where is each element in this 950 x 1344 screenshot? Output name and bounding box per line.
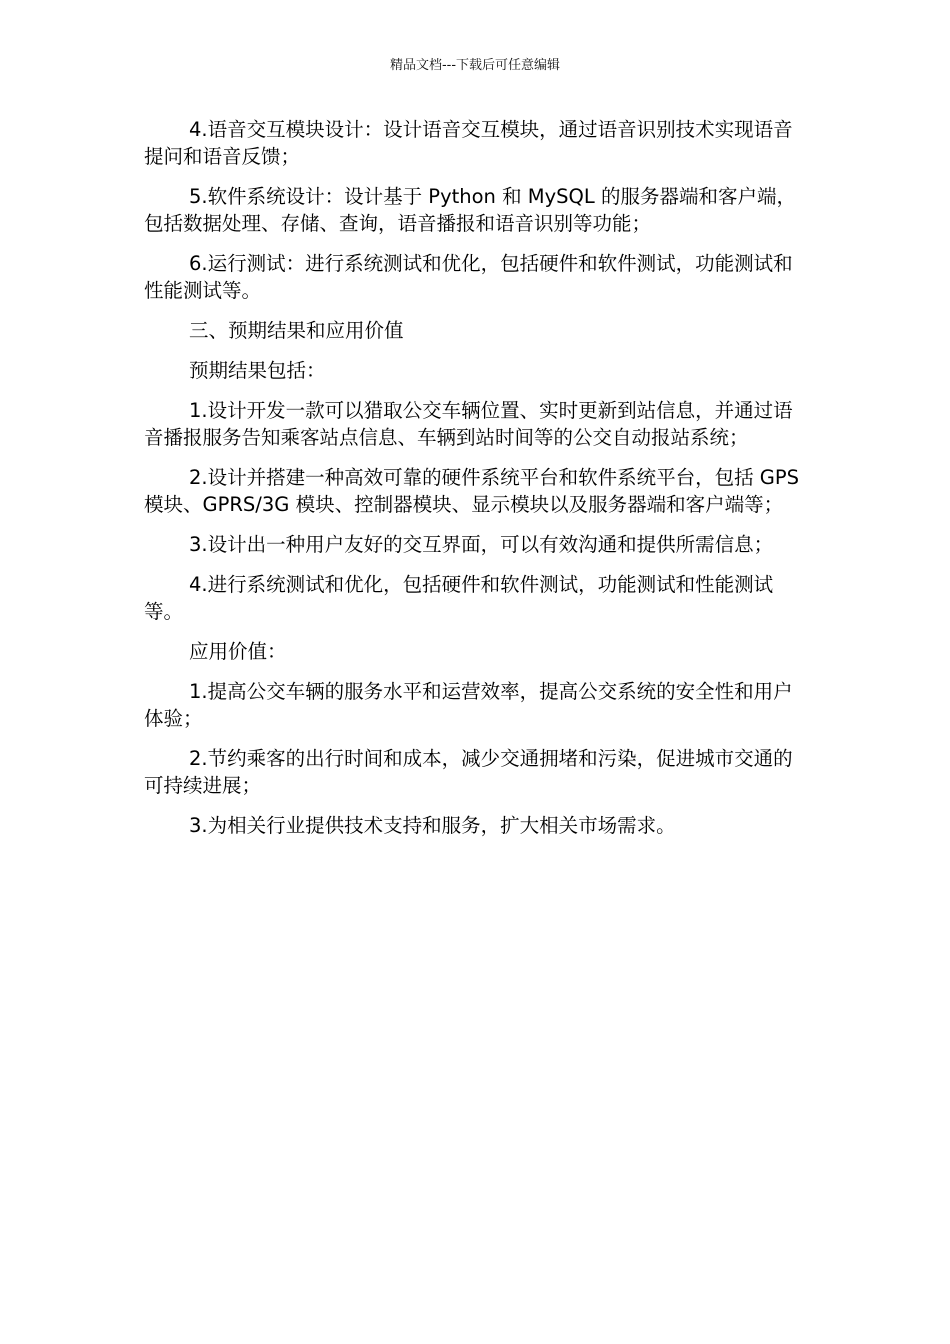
page-header: 精品文档---下载后可任意编辑: [389, 58, 561, 73]
paragraph-testing: 6.运行测试：进行系统测试和优化，包括硬件和软件测试，功能测试和性能测试等。: [144, 252, 793, 302]
paragraph-result-2: 2.设计并搭建一种高效可靠的硬件系统平台和软件系统平台，包括 GPS 模块、GPRS/3G 模块、控制器模块、显示模块以及服务器端和客户端等；: [144, 466, 800, 516]
document-body: [144, 116, 812, 852]
paragraph-value-intro: 应用价值：: [189, 640, 287, 663]
paragraph-software-design: 5.软件系统设计：设计基于 Python 和 MySQL 的服务器端和客户端，包括数据处理、存储、查询，语音播报和语音识别等功能；: [144, 185, 796, 235]
paragraph-voice-module: 4.语音交互模块设计：设计语音交互模块，通过语音识别技术实现语音提问和语音反馈；: [144, 118, 793, 168]
paragraph-result-1: 1.设计开发一款可以猎取公交车辆位置、实时更新到站信息，并通过语音播报服务告知乘客站点信息、车辆到站时间等的公交自动报站系统；: [144, 399, 793, 449]
paragraph-result-3: 3.设计出一种用户友好的交互界面，可以有效沟通和提供所需信息；: [189, 533, 774, 556]
paragraph-expected-intro: 预期结果包括：: [189, 359, 326, 382]
paragraph-value-3: 3.为相关行业提供技术支持和服务，扩大相关市场需求。: [189, 814, 676, 837]
paragraph-result-4: 4.进行系统测试和优化，包括硬件和软件测试，功能测试和性能测试等。: [144, 573, 774, 623]
section-heading-expected-results: 三、预期结果和应用价值: [189, 319, 404, 342]
paragraph-value-2: 2.节约乘客的出行时间和成本，减少交通拥堵和污染，促进城市交通的可持续进展；: [144, 747, 793, 797]
paragraph-value-1: 1.提高公交车辆的服务水平和运营效率，提高公交系统的安全性和用户体验；: [144, 680, 793, 730]
